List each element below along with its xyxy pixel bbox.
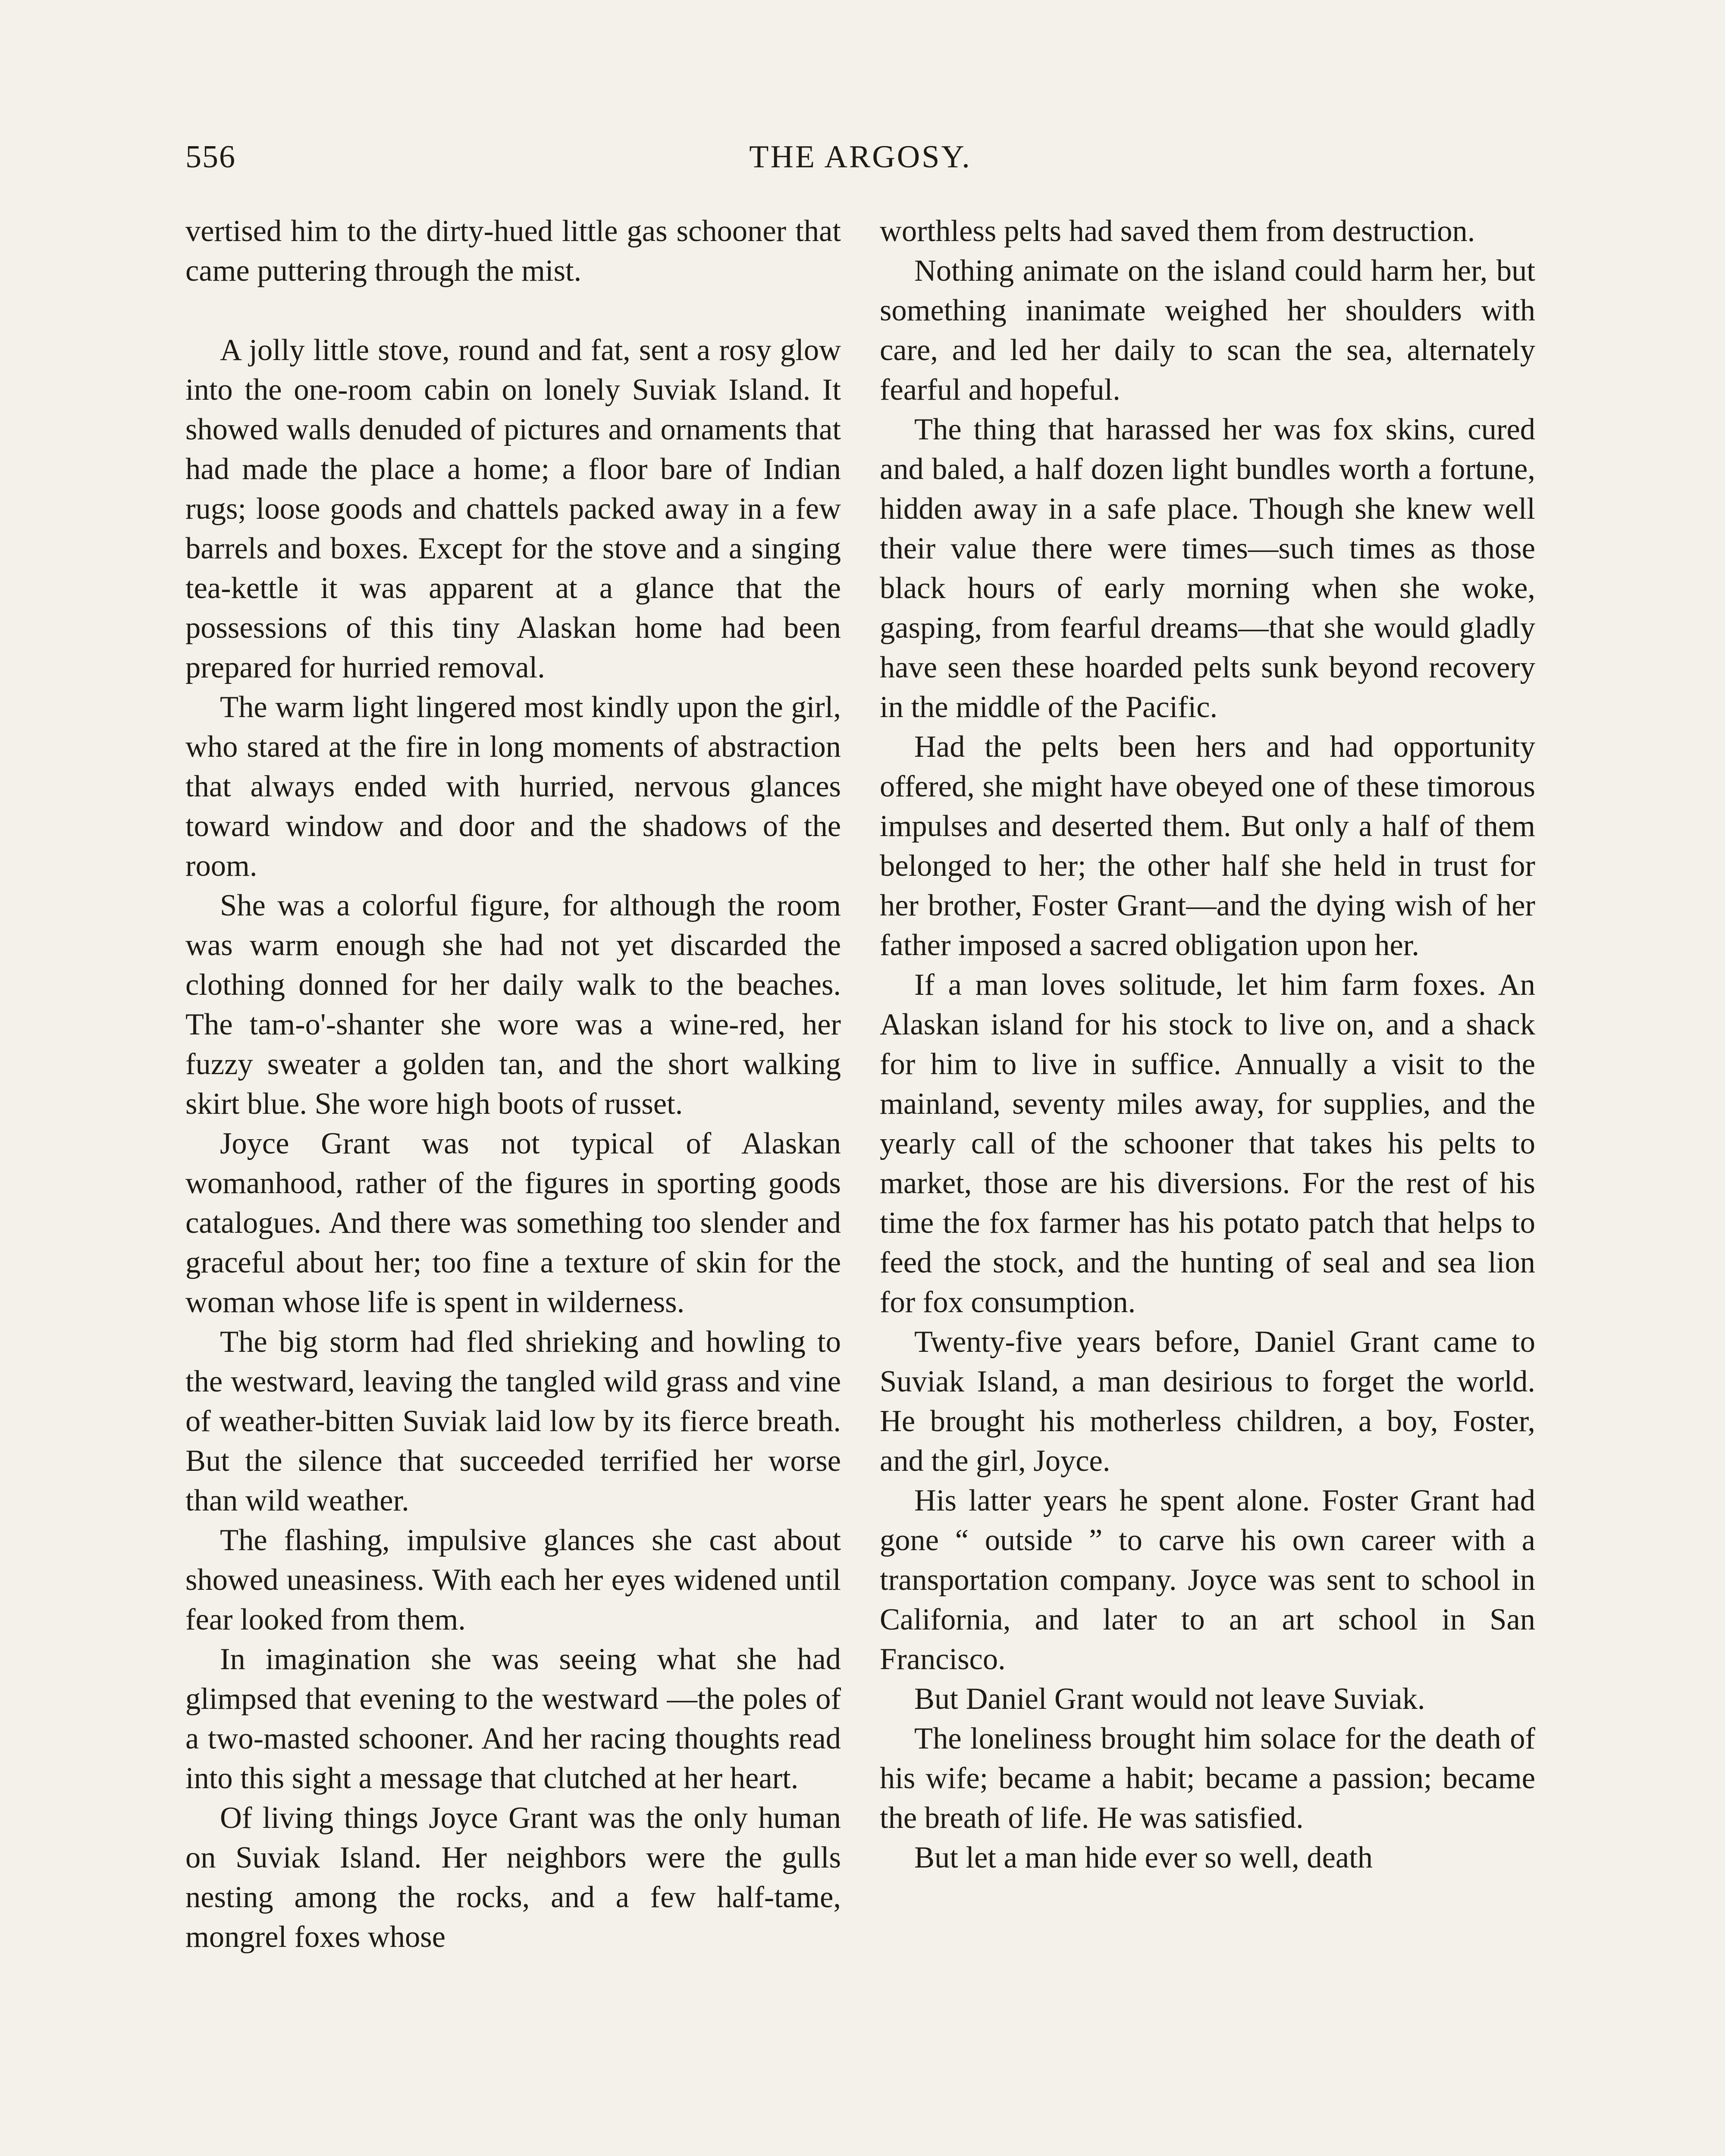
paragraph: The flashing, impulsive glances she cast about showed uneasiness. With each her eyes widened until fear looked from them. — [185, 1523, 841, 1636]
paragraph: A jolly little stove, round and fat, sent a rosy glow into the one-room cabin on lonely Suviak Island. It showed walls denuded of pictures and ornaments that had made the place a home; a floor bare of Indian rugs; loose goods and chattels packed away in a few barrels and boxes. Except for the stove and a singing tea-kettle it was apparent at a glance that the possessions of this tiny Alaskan home had been prepared for hurried removal. — [185, 333, 841, 684]
paragraph: vertised him to the dirty-hued little gas schooner that came puttering through the mist. — [185, 214, 841, 288]
paragraph: In imagination she was seeing what she had glimpsed that evening to the westward —the poles of a two-masted schooner. And her racing thoughts read into this sight a message that clutched at her heart. — [185, 1642, 841, 1795]
paragraph: But Daniel Grant would not leave Suviak. — [914, 1682, 1425, 1716]
paragraph: Twenty-five years before, Daniel Grant came to Suviak Island, a man desirious to forget the world. He brought his motherless children, a boy, Foster, and the girl, Joyce. — [880, 1325, 1535, 1478]
left-column — [185, 211, 841, 1957]
page-header — [185, 139, 1535, 186]
paragraph: Nothing animate on the island could harm her, but something inanimate weighed her shoulders with care, and led her daily to scan the sea, alternately fearful and hopeful. — [880, 254, 1535, 407]
right-column — [880, 211, 1535, 1877]
paragraph: worthless pelts had saved them from destruction. — [880, 214, 1475, 248]
running-title: THE ARGOSY. — [749, 139, 972, 175]
paragraph: The warm light lingered most kindly upon the girl, who stared at the fire in long moments of abstraction that always ended with hurried, nervous glances toward window and door and the shadows of the room. — [185, 690, 841, 883]
paragraph: The thing that harassed her was fox skins, cured and baled, a half dozen light bundles worth a fortune, hidden away in a safe place. Though she knew well their value there were times—such times as those black hours of early morning when she woke, gasping, from fearful dreams—that she would gladly have seen these hoarded pelts sunk beyond recovery in the middle of the Pacific. — [880, 413, 1535, 724]
paragraph: But let a man hide ever so well, death — [914, 1841, 1373, 1874]
paragraph: Of living things Joyce Grant was the only human on Suviak Island. Her neighbors were the gulls nesting among the rocks, and a few half-tame, mongrel foxes whose — [185, 1801, 841, 1954]
paragraph: If a man loves solitude, let him farm foxes. An Alaskan island for his stock to live on, and a shack for him to live in suffice. Annually a visit to the mainland, seventy miles away, for supplies, and the yearly call of the schooner that takes his pelts to market, those are his diversions. For the rest of his time the fox farmer has his potato patch that helps to feed the stock, and the hunting of seal and sea lion for fox consumption. — [880, 968, 1535, 1319]
paragraph: The loneliness brought him solace for the death of his wife; became a habit; became a passion; became the breath of life. He was satisfied. — [880, 1722, 1535, 1835]
paragraph: The big storm had fled shrieking and howling to the westward, leaving the tangled wild grass and vine of weather-bitten Suviak laid low by its fierce breath. But the silence that succeeded terrified her worse than wild weather. — [185, 1325, 841, 1517]
paragraph: His latter years he spent alone. Foster Grant had gone “ outside ” to carve his own career with a transportation company. Joyce was sent to school in California, and later to an art school in San Francisco. — [880, 1484, 1535, 1676]
paragraph: She was a colorful figure, for although the room was warm enough she had not yet discarded the clothing donned for her daily walk to the beaches. The tam-o'-shanter she wore was a wine-red, her fuzzy sweater a golden tan, and the short walking skirt blue. She wore high boots of russet. — [185, 889, 841, 1121]
paragraph: Had the pelts been hers and had opportunity offered, she might have obeyed one of these timorous impulses and deserted them. But only a half of them belonged to her; the other half she held in trust for her brother, Foster Grant—and the dying wish of her father imposed a sacred obligation upon her. — [880, 730, 1535, 962]
page-number: 556 — [185, 139, 236, 175]
paragraph: Joyce Grant was not typical of Alaskan womanhood, rather of the figures in sporting goods catalogues. And there was something too slender and graceful about her; too fine a texture of skin for the woman whose life is spent in wilderness. — [185, 1127, 841, 1319]
